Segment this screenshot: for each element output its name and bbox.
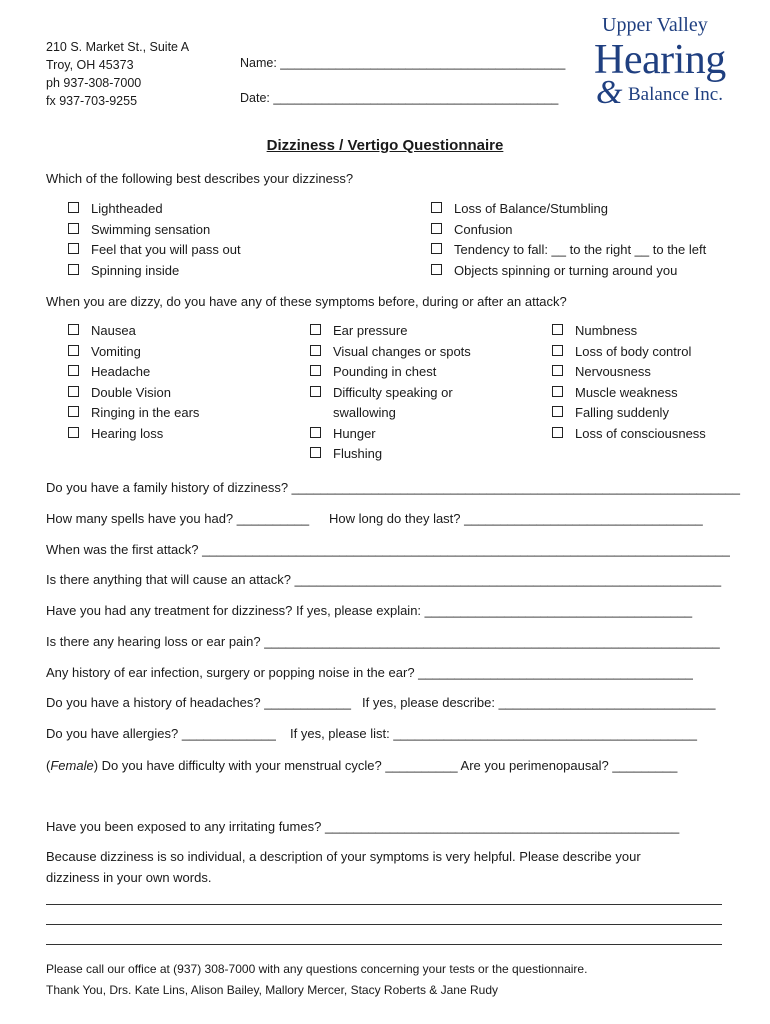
checkbox-icon[interactable] xyxy=(68,345,79,356)
checkbox-icon[interactable] xyxy=(310,386,321,397)
logo-line-1: Upper Valley xyxy=(602,14,708,36)
checkbox-option[interactable]: Difficulty speaking or xyxy=(310,383,471,404)
checkbox-option-continued: swallowing xyxy=(333,405,396,420)
checkbox-icon[interactable] xyxy=(310,345,321,356)
checkbox-option[interactable]: Ear pressure xyxy=(310,321,471,342)
question-hearing-loss[interactable]: Is there any hearing loss or ear pain? _______________________________________________________________ xyxy=(46,634,720,649)
checkbox-option[interactable]: Vomiting xyxy=(68,342,199,363)
checkbox-icon[interactable] xyxy=(68,406,79,417)
checkbox-icon[interactable] xyxy=(431,223,442,234)
checkbox-option[interactable]: Numbness xyxy=(552,321,706,342)
checkbox-option[interactable]: Loss of consciousness xyxy=(552,424,706,445)
checkbox-icon[interactable] xyxy=(68,427,79,438)
q1-right-options xyxy=(431,199,706,281)
checkbox-option[interactable]: Hearing loss xyxy=(68,424,199,445)
logo-line-3: Balance Inc. xyxy=(628,84,723,105)
checkbox-icon[interactable] xyxy=(310,365,321,376)
description-line-1[interactable] xyxy=(46,904,722,905)
checkbox-icon[interactable] xyxy=(552,406,563,417)
checkbox-icon[interactable] xyxy=(431,243,442,254)
question-treatment[interactable]: Have you had any treatment for dizziness? If yes, please explain: _____________________________________ xyxy=(46,603,693,618)
page-title: Dizziness / Vertigo Questionnaire xyxy=(266,137,504,154)
question-family-history[interactable]: Do you have a family history of dizziness? ______________________________________________________________ xyxy=(46,480,740,495)
description-line-2[interactable] xyxy=(46,924,722,925)
checkbox-icon[interactable] xyxy=(552,386,563,397)
checkbox-icon[interactable] xyxy=(431,202,442,213)
question-headaches[interactable]: Do you have a history of headaches? ____________ xyxy=(46,695,352,710)
checkbox-option[interactable]: Hunger xyxy=(310,424,471,445)
fax-number: fx 937-703-9255 xyxy=(46,94,138,108)
checkbox-option[interactable]: Flushing xyxy=(310,444,471,465)
date-field[interactable]: Date: _________________________________________ xyxy=(240,91,559,105)
question-attack-cause[interactable]: Is there anything that will cause an attack? ___________________________________________________________ xyxy=(46,572,722,587)
checkbox-icon[interactable] xyxy=(68,386,79,397)
q2-col3-options xyxy=(552,321,706,444)
phone-number: ph 937-308-7000 xyxy=(46,76,142,90)
checkbox-option[interactable]: Nausea xyxy=(68,321,199,342)
checkbox-icon[interactable] xyxy=(431,264,442,275)
checkbox-option[interactable]: Muscle weakness xyxy=(552,383,706,404)
checkbox-icon[interactable] xyxy=(552,345,563,356)
checkbox-option[interactable]: Pounding in chest xyxy=(310,362,471,383)
question-menstrual[interactable]: (Female) Do you have difficulty with your menstrual cycle? __________ Are you perimenopausal? _________ xyxy=(46,758,678,773)
checkbox-icon[interactable] xyxy=(552,427,563,438)
checkbox-icon[interactable] xyxy=(68,202,79,213)
describe-instructions-1: Because dizziness is so individual, a description of your symptoms is very helpful. Please describe your xyxy=(46,849,641,864)
checkbox-option[interactable]: Loss of Balance/Stumbling xyxy=(431,199,706,220)
company-logo xyxy=(592,14,752,111)
q1-left-options xyxy=(68,199,241,281)
checkbox-option[interactable]: Spinning inside xyxy=(68,261,241,282)
question-symptoms: When you are dizzy, do you have any of these symptoms before, during or after an attack? xyxy=(46,294,567,309)
checkbox-option[interactable]: Loss of body control xyxy=(552,342,706,363)
question-ear-history[interactable]: Any history of ear infection, surgery or popping noise in the ear? ______________________________________ xyxy=(46,665,693,680)
q2-col2-options xyxy=(310,321,471,465)
checkbox-icon[interactable] xyxy=(552,365,563,376)
checkbox-option[interactable]: Confusion xyxy=(431,220,706,241)
checkbox-option[interactable]: Feel that you will pass out xyxy=(68,240,241,261)
checkbox-option[interactable]: Headache xyxy=(68,362,199,383)
checkbox-option[interactable]: Ringing in the ears xyxy=(68,403,199,424)
question-dizziness-type: Which of the following best describes your dizziness? xyxy=(46,171,354,186)
question-spells-duration[interactable]: How long do they last? _________________________________ xyxy=(329,511,703,526)
female-label: Female xyxy=(50,758,94,773)
footer-contact-note: Please call our office at (937) 308-7000 with any questions concerning your tests or the questionnaire. xyxy=(46,962,588,976)
checkbox-option[interactable]: Nervousness xyxy=(552,362,706,383)
checkbox-option[interactable]: Double Vision xyxy=(68,383,199,404)
description-line-3[interactable] xyxy=(46,944,722,945)
checkbox-option[interactable]: Visual changes or spots xyxy=(310,342,471,363)
question-headaches-describe[interactable]: If yes, please describe: ______________________________ xyxy=(362,695,716,710)
checkbox-icon[interactable] xyxy=(68,324,79,335)
checkbox-icon[interactable] xyxy=(68,243,79,254)
checkbox-option[interactable]: Falling suddenly xyxy=(552,403,706,424)
checkbox-option[interactable]: Swimming sensation xyxy=(68,220,241,241)
question-spells[interactable]: How many spells have you had? __________ xyxy=(46,511,310,526)
logo-line-2: Hearing xyxy=(594,37,726,83)
footer-thanks: Thank You, Drs. Kate Lins, Alison Bailey, Mallory Mercer, Stacy Roberts & Jane Rudy xyxy=(46,983,498,997)
checkbox-icon[interactable] xyxy=(552,324,563,335)
checkbox-option[interactable]: Objects spinning or turning around you xyxy=(431,261,706,282)
contact-block xyxy=(46,38,189,110)
footer xyxy=(46,959,587,1001)
logo-ampersand: & xyxy=(596,74,623,111)
name-field[interactable]: Name: _________________________________________ xyxy=(240,56,566,70)
address-line-1: 210 S. Market St., Suite A xyxy=(46,40,190,54)
checkbox-option[interactable]: Tendency to fall: __ to the right __ to the left xyxy=(431,240,706,261)
checkbox-icon[interactable] xyxy=(68,365,79,376)
checkbox-icon[interactable] xyxy=(68,223,79,234)
q2-col1-options xyxy=(68,321,199,444)
checkbox-icon[interactable] xyxy=(310,324,321,335)
question-allergies[interactable]: Do you have allergies? _____________ xyxy=(46,726,276,741)
checkbox-icon[interactable] xyxy=(310,427,321,438)
describe-instructions-2: dizziness in your own words. xyxy=(46,870,212,885)
checkbox-icon[interactable] xyxy=(310,447,321,458)
question-allergies-list[interactable]: If yes, please list: __________________________________________ xyxy=(290,726,697,741)
checkbox-option[interactable]: Lightheaded xyxy=(68,199,241,220)
question-first-attack[interactable]: When was the first attack? _________________________________________________________________________ xyxy=(46,542,730,557)
address-line-2: Troy, OH 45373 xyxy=(46,58,134,72)
question-fumes[interactable]: Have you been exposed to any irritating fumes? _________________________________________________ xyxy=(46,819,680,834)
checkbox-icon[interactable] xyxy=(68,264,79,275)
